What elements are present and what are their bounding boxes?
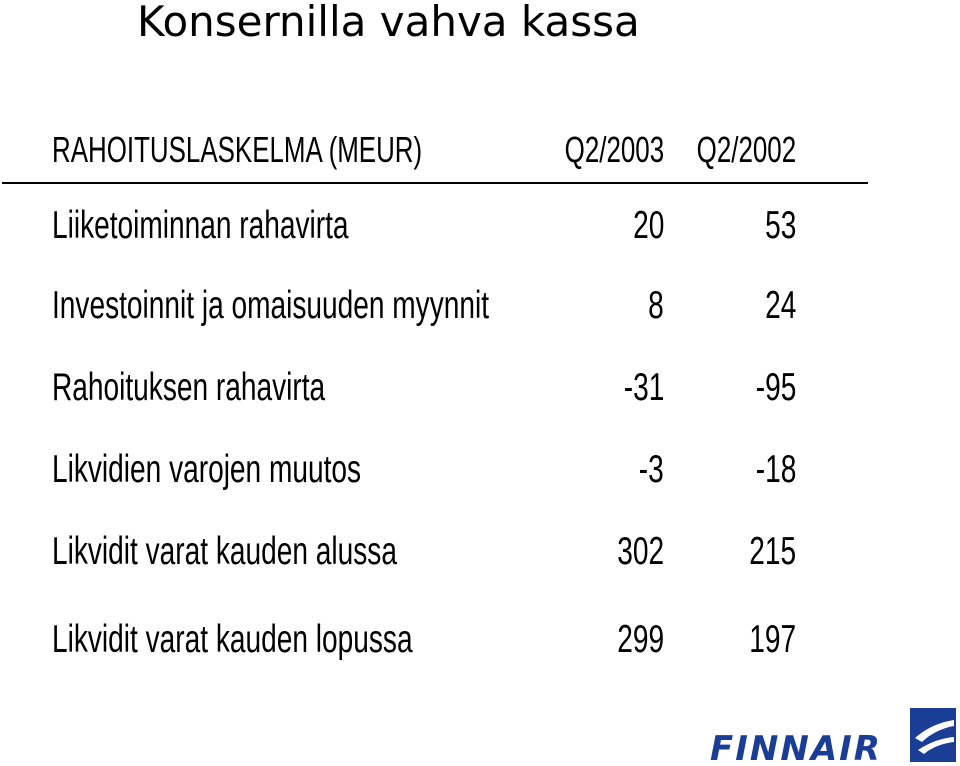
- header-divider: [2, 182, 868, 184]
- finnair-logo: [682, 708, 958, 764]
- table-row: [52, 616, 852, 664]
- row-value-q2-2003: 299: [617, 618, 664, 661]
- finnair-emblem-icon: [910, 708, 956, 762]
- header-label: RAHOITUSLASKELMA (MEUR): [52, 129, 423, 170]
- row-label: Likvidit varat kauden alussa: [52, 530, 397, 573]
- row-label: Investoinnit ja omaisuuden myynnit: [52, 284, 490, 327]
- table-row: [52, 282, 852, 330]
- row-label: Likvidit varat kauden lopussa: [52, 618, 413, 661]
- row-value-q2-2003: -3: [639, 448, 664, 491]
- row-label: Likvidien varojen muutos: [52, 448, 362, 491]
- finnair-wordmark: FINNAIR: [710, 729, 882, 764]
- row-value-q2-2002: 215: [749, 530, 796, 573]
- row-value-q2-2002: -18: [755, 448, 796, 491]
- table-header: [52, 128, 852, 172]
- row-value-q2-2003: -31: [623, 366, 664, 409]
- row-value-q2-2002: 24: [764, 284, 796, 327]
- table-row: [52, 202, 852, 250]
- row-value-q2-2002: 53: [764, 204, 796, 247]
- slide-title: Konsernilla vahva kassa: [137, 0, 640, 46]
- header-col-q2-2002: Q2/2002: [696, 129, 796, 170]
- row-label: Liiketoiminnan rahavirta: [52, 204, 349, 247]
- row-label: Rahoituksen rahavirta: [52, 366, 326, 409]
- row-value-q2-2003: 302: [617, 530, 664, 573]
- header-col-q2-2003: Q2/2003: [564, 129, 664, 170]
- table-row: [52, 528, 852, 576]
- row-value-q2-2002: 197: [749, 618, 796, 661]
- row-value-q2-2002: -95: [755, 366, 796, 409]
- row-value-q2-2003: 8: [648, 284, 664, 327]
- table-row: [52, 364, 852, 412]
- row-value-q2-2003: 20: [632, 204, 664, 247]
- table-row: [52, 446, 852, 494]
